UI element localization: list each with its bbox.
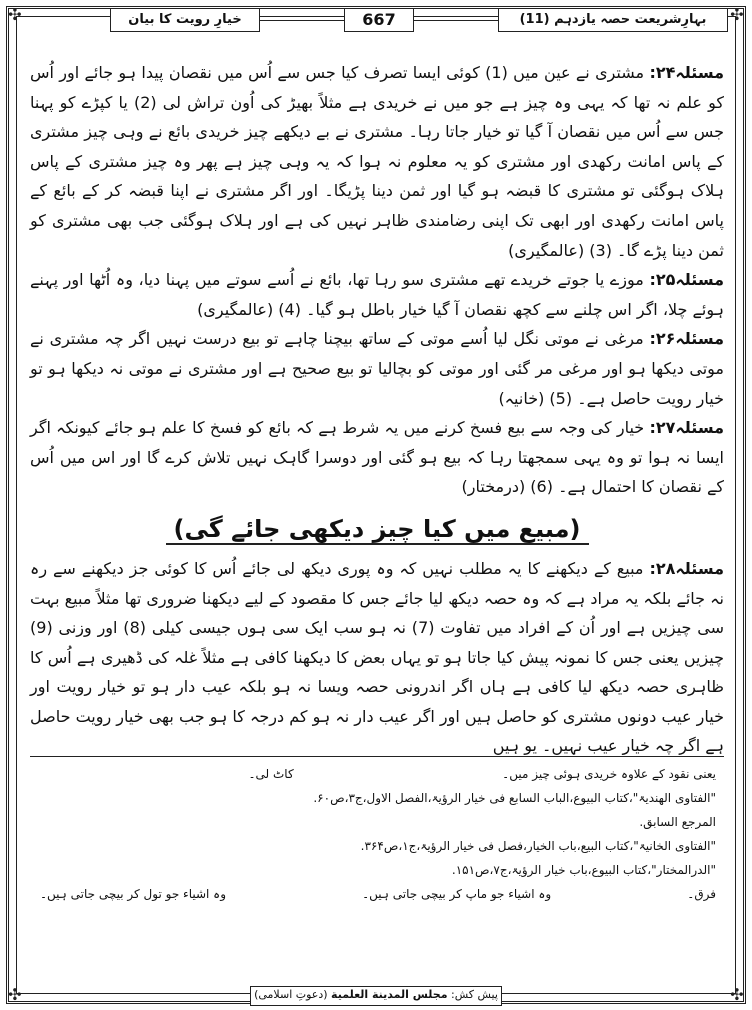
footnote-7-9 — [40, 884, 716, 904]
section-title: خیارِ رویت کا بیان — [110, 8, 260, 32]
masala-label: مسئلہ۲۸: — [649, 558, 724, 578]
masala-27 — [30, 413, 724, 502]
masala-25 — [30, 265, 724, 324]
footnote-text: المرجع السابق. — [639, 815, 716, 829]
footnote-1-2 — [40, 764, 716, 784]
footnote-5 — [40, 836, 716, 856]
page-header — [22, 8, 730, 34]
masala-text: مبیع کے دیکھنے کا یہ مطلب نہیں کہ وہ پوری دیکھ لی جائے اُس کا کوئی جز دیکھنے سے رہ نہ جائے بلکہ یہ مراد ہے کہ وہ حصہ دیکھ لیا جائے جس کا مقصود کے لیے دیکھنا ضروری تھا مثلاً مبیع بہت سی چیزیں ہے اور اُن کے افراد میں تفاوت (7) نہ ہو سب ایک سی ہوں جیسی کیلی (8) اور وزنی (9) چیزیں یعنی جس کا نمونہ پیش کیا جاتا ہو تو یہاں بعض کا دیکھنا کافی ہے مثلاً غلہ کی ڈھیری ہے اُس کا ظاہری حصہ دیکھ لیا کافی ہے ہاں اگر اندرونی حصہ ویسا نہ ہو بلکہ عیب دار ہو تو خیار رویت اور خیار عیب دونوں مشتری کو حاصل ہیں اور اگر عیب دار نہ ہو کم درجہ کا ہو جب بھی خیار رویت حاصل ہے اگر چہ خیار عیب نہیں۔ یو ہیں — [30, 558, 725, 756]
masala-24 — [30, 58, 724, 265]
footnote-3 — [40, 788, 716, 808]
footnote-4 — [40, 812, 716, 832]
masala-28 — [30, 554, 724, 761]
footnote-text: کاٹ لی۔ — [248, 767, 294, 781]
footnote-text: وہ اشیاء جو ماپ کر بیچی جاتی ہیں۔ — [362, 887, 552, 901]
corner-ornament-icon: ✣ — [730, 5, 744, 24]
masala-label: مسئلہ۲۷: — [649, 418, 724, 438]
footnotes — [40, 764, 716, 908]
footnote-text: یعنی نقود کے علاوہ خریدی ہوئی چیز میں۔ — [502, 767, 716, 781]
section-heading-text: (مبیع میں کیا چیز دیکھی جائے گی) — [166, 515, 589, 545]
book-title: بہارِشریعت حصہ یازدہم (11) — [498, 8, 728, 32]
footnote-text: فرق۔ — [687, 887, 716, 901]
presented-by-label: پیش کش: — [451, 988, 498, 1001]
citation: (5) (خانیہ) — [498, 388, 573, 408]
footnote-6 — [40, 860, 716, 880]
citation: (3) (عالمگیری) — [508, 240, 612, 260]
masala-26 — [30, 324, 724, 413]
citation: (6) (درمختار) — [461, 477, 553, 497]
citation: (4) (عالمگیری) — [197, 299, 301, 319]
masala-label: مسئلہ۲۴: — [649, 63, 724, 82]
masala-text: موزے یا جوتے خریدے تھے مشتری سو رہا تھا، بائع نے اُسے سوتے میں پہنا دیا، وہ اُٹھا اور پہنے ہوئے چلا، اگر اس چلنے سے کچھ نقصان آ گیا خیار باطل ہو گیا۔ — [30, 270, 724, 319]
page-number: 667 — [344, 8, 414, 32]
masala-text: مشتری نے عین میں (1) کوئی ایسا تصرف کیا جس سے اُس میں نقصان پیدا ہو جائے اور اُس کو علم نہ تھا کہ یہی وہ چیز ہے جو میں نے خریدی ہے مثلاً بھیڑ کی اُون تراش لی (2) یا کپڑے کو پہنا جس سے اُس میں نقصان آ گیا تو خیار جاتا رہا۔ مشتری نے بے دیکھے چیز خریدی بائع نے وہی چیز مشتری کے پاس امانت رکھدی اور مشتری کو یہ معلوم نہ ہوا کہ یہ وہی چیز ہے پھر وہ چیز مشتری کے پاس ہلاک ہوگئی تو مشتری کا قبضہ ہو گیا اور ثمن دینا پڑیگا۔ اور اگر مشتری نے اپنا قبضہ کر کے بائع کے پاس امانت رکھدی اور ابھی تک اپنی رضامندی ظاہر نہیں کی ہے اور ہلاک ہوگئی جب بھی مشتری کو ثمن دینا پڑے گا۔ — [30, 63, 724, 260]
masala-text: مرغی نے موتی نگل لیا اُسے موتی کے ساتھ بیچنا چاہے تو بیع درست نہیں اگر چہ مشتری نے موتی دیکھا ہو اور مرغی مر گئی اور موتی کو بچالیا تو بیع صحیح ہے اور مشتری نے موتی نہ دیکھا ہو تو خیار رویت حاصل ہے۔ — [30, 329, 724, 408]
org-subtitle: (دعوتِ اسلامی) — [254, 988, 328, 1001]
footnote-divider — [30, 756, 724, 757]
masala-text: خیار کی وجہ سے بیع فسخ کرنے میں یہ شرط ہے کہ بائع کو فسخ کا علم ہو جائے کیونکہ اگر ایسا نہ ہوا تو وہ یہی سمجھتا رہا کہ بیع ہو گئی اور دوسرا گاہک نہیں تلاش کرے گا اور اس میں اُس کے نقصان کا احتمال ہے۔ — [30, 418, 724, 497]
corner-ornament-icon: ✣ — [8, 985, 22, 1004]
footnote-text: وہ اشیاء جو تول کر بیچی جاتی ہیں۔ — [40, 887, 227, 901]
org-name: مجلس المدینة العلمیة — [331, 988, 448, 1001]
page-footer — [250, 986, 502, 1006]
footnote-text: "الفتاوی الھندیۃ"،کتاب البیوع،الباب السابع فی خیار الرؤیۃ،الفصل الاول،ج۳،ص۶۰. — [313, 791, 716, 805]
header-rule — [260, 20, 344, 21]
footnote-text: "الدرالمختار"،کتاب البیوع،باب خیار الرؤیۃ،ج۷،ص۱۵۱. — [451, 863, 716, 877]
corner-ornament-icon: ✣ — [730, 985, 744, 1004]
footnote-text: "الفتاوی الخانیۃ"،کتاب البیع،باب الخیار،فصل فی خیار الرؤیۃ،ج۱،ص۳۶۴. — [360, 839, 716, 853]
section-heading — [30, 514, 724, 544]
masala-label: مسئلہ۲۶: — [649, 329, 724, 349]
masala-label: مسئلہ۲۵: — [649, 270, 724, 290]
main-text — [30, 58, 724, 761]
corner-ornament-icon: ✣ — [8, 5, 22, 24]
header-rule — [414, 20, 498, 21]
